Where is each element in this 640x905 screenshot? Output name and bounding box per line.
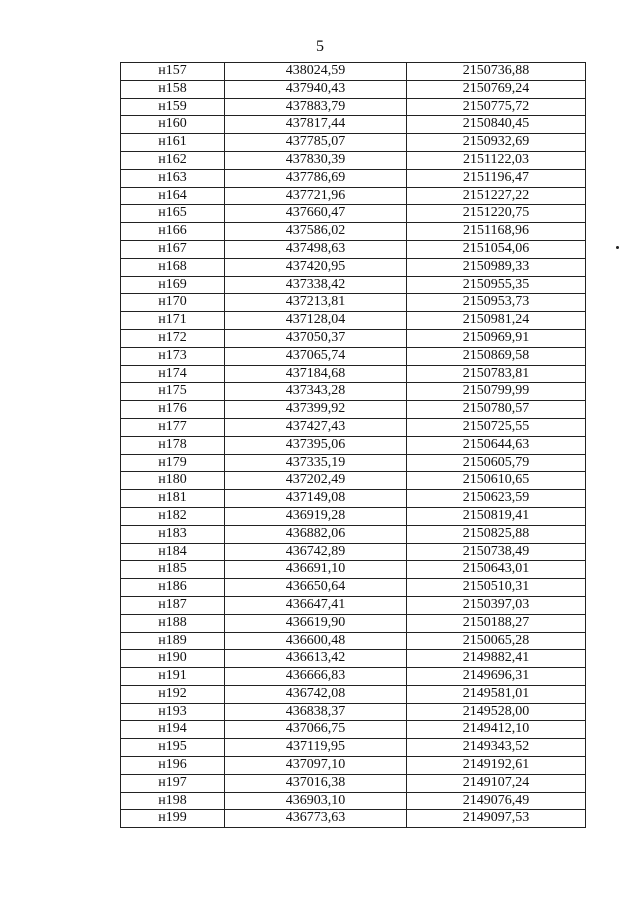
point-id-cell: н178 [121, 436, 225, 454]
point-id-cell: н193 [121, 703, 225, 721]
table-row [121, 187, 586, 205]
point-id-cell: н179 [121, 454, 225, 472]
x-coordinate-cell: 437830,39 [225, 151, 407, 169]
point-id-cell: н185 [121, 561, 225, 579]
table-row [121, 650, 586, 668]
table-row [121, 596, 586, 614]
y-coordinate-cell: 2149412,10 [407, 721, 586, 739]
y-coordinate-cell: 2149107,24 [407, 774, 586, 792]
point-id-cell: н161 [121, 134, 225, 152]
x-coordinate-cell: 437213,81 [225, 294, 407, 312]
y-coordinate-cell: 2151122,03 [407, 151, 586, 169]
point-id-cell: н188 [121, 614, 225, 632]
y-coordinate-cell: 2151168,96 [407, 223, 586, 241]
x-coordinate-cell: 437427,43 [225, 418, 407, 436]
table-row [121, 151, 586, 169]
table-row [121, 685, 586, 703]
point-id-cell: н163 [121, 169, 225, 187]
table-row [121, 454, 586, 472]
point-id-cell: н175 [121, 383, 225, 401]
x-coordinate-cell: 437016,38 [225, 774, 407, 792]
y-coordinate-cell: 2149076,49 [407, 792, 586, 810]
x-coordinate-cell: 437335,19 [225, 454, 407, 472]
y-coordinate-cell: 2150775,72 [407, 98, 586, 116]
point-id-cell: н167 [121, 240, 225, 258]
y-coordinate-cell: 2150610,65 [407, 472, 586, 490]
x-coordinate-cell: 437786,69 [225, 169, 407, 187]
x-coordinate-cell: 436919,28 [225, 507, 407, 525]
x-coordinate-cell: 437883,79 [225, 98, 407, 116]
point-id-cell: н199 [121, 810, 225, 828]
point-id-cell: н186 [121, 579, 225, 597]
x-coordinate-cell: 437338,42 [225, 276, 407, 294]
point-id-cell: н162 [121, 151, 225, 169]
point-id-cell: н169 [121, 276, 225, 294]
y-coordinate-cell: 2150825,88 [407, 525, 586, 543]
table-row [121, 757, 586, 775]
table-row [121, 810, 586, 828]
x-coordinate-cell: 436838,37 [225, 703, 407, 721]
y-coordinate-cell: 2150643,01 [407, 561, 586, 579]
y-coordinate-cell: 2150989,33 [407, 258, 586, 276]
point-id-cell: н174 [121, 365, 225, 383]
table-row [121, 632, 586, 650]
y-coordinate-cell: 2150738,49 [407, 543, 586, 561]
table-row [121, 792, 586, 810]
x-coordinate-cell: 436666,83 [225, 668, 407, 686]
x-coordinate-cell: 437721,96 [225, 187, 407, 205]
table-row [121, 223, 586, 241]
x-coordinate-cell: 437066,75 [225, 721, 407, 739]
table-row [121, 329, 586, 347]
point-id-cell: н191 [121, 668, 225, 686]
y-coordinate-cell: 2149581,01 [407, 685, 586, 703]
x-coordinate-cell: 436650,64 [225, 579, 407, 597]
point-id-cell: н184 [121, 543, 225, 561]
table-row [121, 347, 586, 365]
coordinates-table-body [121, 63, 586, 828]
x-coordinate-cell: 436613,42 [225, 650, 407, 668]
table-row [121, 383, 586, 401]
x-coordinate-cell: 436742,89 [225, 543, 407, 561]
table-row [121, 258, 586, 276]
y-coordinate-cell: 2150065,28 [407, 632, 586, 650]
point-id-cell: н198 [121, 792, 225, 810]
y-coordinate-cell: 2151054,06 [407, 240, 586, 258]
x-coordinate-cell: 436647,41 [225, 596, 407, 614]
table-row [121, 472, 586, 490]
point-id-cell: н170 [121, 294, 225, 312]
x-coordinate-cell: 437420,95 [225, 258, 407, 276]
x-coordinate-cell: 437149,08 [225, 490, 407, 508]
table-row [121, 80, 586, 98]
x-coordinate-cell: 437395,06 [225, 436, 407, 454]
table-row [121, 240, 586, 258]
point-id-cell: н183 [121, 525, 225, 543]
coordinates-table [120, 62, 586, 828]
x-coordinate-cell: 437119,95 [225, 739, 407, 757]
x-coordinate-cell: 437202,49 [225, 472, 407, 490]
point-id-cell: н176 [121, 401, 225, 419]
y-coordinate-cell: 2150869,58 [407, 347, 586, 365]
table-row [121, 436, 586, 454]
table-row [121, 312, 586, 330]
x-coordinate-cell: 437128,04 [225, 312, 407, 330]
y-coordinate-cell: 2151227,22 [407, 187, 586, 205]
y-coordinate-cell: 2150932,69 [407, 134, 586, 152]
point-id-cell: н173 [121, 347, 225, 365]
y-coordinate-cell: 2149696,31 [407, 668, 586, 686]
point-id-cell: н165 [121, 205, 225, 223]
point-id-cell: н159 [121, 98, 225, 116]
x-coordinate-cell: 437586,02 [225, 223, 407, 241]
x-coordinate-cell: 436773,63 [225, 810, 407, 828]
point-id-cell: н177 [121, 418, 225, 436]
x-coordinate-cell: 437050,37 [225, 329, 407, 347]
point-id-cell: н172 [121, 329, 225, 347]
y-coordinate-cell: 2151196,47 [407, 169, 586, 187]
stray-dot-mark [616, 246, 619, 249]
y-coordinate-cell: 2150953,73 [407, 294, 586, 312]
y-coordinate-cell: 2150510,31 [407, 579, 586, 597]
x-coordinate-cell: 437940,43 [225, 80, 407, 98]
y-coordinate-cell: 2150769,24 [407, 80, 586, 98]
x-coordinate-cell: 437785,07 [225, 134, 407, 152]
x-coordinate-cell: 436691,10 [225, 561, 407, 579]
table-row [121, 365, 586, 383]
y-coordinate-cell: 2150736,88 [407, 63, 586, 81]
table-row [121, 169, 586, 187]
x-coordinate-cell: 436903,10 [225, 792, 407, 810]
table-row [121, 579, 586, 597]
table-row [121, 116, 586, 134]
x-coordinate-cell: 436882,06 [225, 525, 407, 543]
y-coordinate-cell: 2150623,59 [407, 490, 586, 508]
point-id-cell: н164 [121, 187, 225, 205]
table-row [121, 63, 586, 81]
y-coordinate-cell: 2150969,91 [407, 329, 586, 347]
table-row [121, 525, 586, 543]
y-coordinate-cell: 2150397,03 [407, 596, 586, 614]
y-coordinate-cell: 2150819,41 [407, 507, 586, 525]
point-id-cell: н194 [121, 721, 225, 739]
point-id-cell: н157 [121, 63, 225, 81]
point-id-cell: н190 [121, 650, 225, 668]
point-id-cell: н196 [121, 757, 225, 775]
table-row [121, 418, 586, 436]
x-coordinate-cell: 436619,90 [225, 614, 407, 632]
point-id-cell: н158 [121, 80, 225, 98]
x-coordinate-cell: 437184,68 [225, 365, 407, 383]
point-id-cell: н189 [121, 632, 225, 650]
y-coordinate-cell: 2150840,45 [407, 116, 586, 134]
x-coordinate-cell: 437065,74 [225, 347, 407, 365]
point-id-cell: н197 [121, 774, 225, 792]
table-row [121, 205, 586, 223]
table-row [121, 294, 586, 312]
point-id-cell: н187 [121, 596, 225, 614]
table-row [121, 721, 586, 739]
point-id-cell: н180 [121, 472, 225, 490]
table-row [121, 543, 586, 561]
point-id-cell: н166 [121, 223, 225, 241]
y-coordinate-cell: 2149343,52 [407, 739, 586, 757]
y-coordinate-cell: 2150981,24 [407, 312, 586, 330]
x-coordinate-cell: 437399,92 [225, 401, 407, 419]
point-id-cell: н192 [121, 685, 225, 703]
table-row [121, 134, 586, 152]
y-coordinate-cell: 2149192,61 [407, 757, 586, 775]
y-coordinate-cell: 2150188,27 [407, 614, 586, 632]
y-coordinate-cell: 2150780,57 [407, 401, 586, 419]
point-id-cell: н182 [121, 507, 225, 525]
table-row [121, 774, 586, 792]
table-row [121, 561, 586, 579]
y-coordinate-cell: 2150725,55 [407, 418, 586, 436]
point-id-cell: н195 [121, 739, 225, 757]
x-coordinate-cell: 437343,28 [225, 383, 407, 401]
table-row [121, 668, 586, 686]
x-coordinate-cell: 437660,47 [225, 205, 407, 223]
page-number: 5 [316, 38, 324, 55]
y-coordinate-cell: 2150605,79 [407, 454, 586, 472]
table-row [121, 276, 586, 294]
y-coordinate-cell: 2150644,63 [407, 436, 586, 454]
table-row [121, 739, 586, 757]
table-row [121, 401, 586, 419]
x-coordinate-cell: 437498,63 [225, 240, 407, 258]
y-coordinate-cell: 2150783,81 [407, 365, 586, 383]
point-id-cell: н160 [121, 116, 225, 134]
x-coordinate-cell: 437817,44 [225, 116, 407, 134]
point-id-cell: н168 [121, 258, 225, 276]
table-row [121, 98, 586, 116]
table-row [121, 614, 586, 632]
y-coordinate-cell: 2150799,99 [407, 383, 586, 401]
x-coordinate-cell: 438024,59 [225, 63, 407, 81]
y-coordinate-cell: 2149882,41 [407, 650, 586, 668]
table-row [121, 490, 586, 508]
y-coordinate-cell: 2149528,00 [407, 703, 586, 721]
y-coordinate-cell: 2151220,75 [407, 205, 586, 223]
x-coordinate-cell: 437097,10 [225, 757, 407, 775]
table-row [121, 507, 586, 525]
point-id-cell: н181 [121, 490, 225, 508]
y-coordinate-cell: 2149097,53 [407, 810, 586, 828]
point-id-cell: н171 [121, 312, 225, 330]
y-coordinate-cell: 2150955,35 [407, 276, 586, 294]
x-coordinate-cell: 436742,08 [225, 685, 407, 703]
table-row [121, 703, 586, 721]
x-coordinate-cell: 436600,48 [225, 632, 407, 650]
